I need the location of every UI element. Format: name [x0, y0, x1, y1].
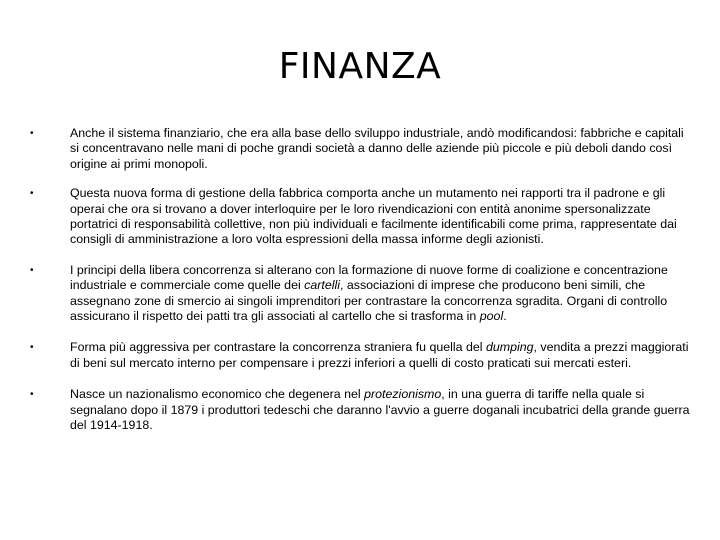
- bullet-text: [70, 186, 690, 248]
- text-segment: , associazioni di imprese che producono beni simili, che assegnano zone di smercio ai singoli imprenditori per contrastare la concorrenza sgradita. Organi di controllo assicurano il rispetto dei patti tra gli associati al cartello che si trasforma in: [70, 278, 668, 324]
- bullet-item: [30, 387, 690, 433]
- bullet-text: [70, 340, 690, 371]
- text-segment: , in una guerra di tariffe nella quale si segnalano dopo il 1879 i produttori tedeschi che daranno l'avvio a guerre doganali incubatrici della grande guerra del 1914-1918.: [70, 387, 690, 433]
- italic-term: protezionismo: [364, 387, 442, 402]
- italic-term: pool: [479, 309, 504, 324]
- bullet-marker: •: [30, 128, 34, 139]
- bullet-text: [70, 387, 690, 433]
- text-segment: .: [503, 309, 507, 324]
- text-segment: , vendita a prezzi maggiorati di beni sul mercato interno per compensare i prezzi inferiori a quelli di costo praticati sui mercati esteri.: [70, 340, 689, 370]
- text-segment: Nasce un nazionalismo economico che degenera nel: [70, 387, 365, 402]
- bullet-marker: •: [30, 342, 34, 354]
- text-segment: Anche il sistema finanziario, che era alla base dello sviluppo industriale, andò modificandosi: fabbriche e capitali si concentravano nelle mani di poche grandi società a danno delle aziende più piccole e più deboli dando così origine ai primi monopoli.: [70, 126, 684, 171]
- text-segment: Forma più aggressiva per contrastare la concorrenza straniera fu quella del: [70, 340, 486, 355]
- bullet-text: [70, 126, 690, 172]
- text-segment: I principi della libera concorrenza si alterano con la formazione di nuove forme di coalizione e concentrazione industriale e commerciale come quelle dei: [70, 262, 668, 293]
- italic-term: dumping: [486, 340, 534, 355]
- bullet-text: [70, 263, 690, 325]
- text-segment: Questa nuova forma di gestione della fabbrica comporta anche un mutamento nei rapporti tra il padrone e gli operai che ora si trovano a dover interloquire per le loro rivendicazioni con entità anonime spersonalizzate portatrici di responsabilità collettive, non più individuali e facilmente identificabili come prima, rappresentate dai consigli di amministrazione a loro volta espressioni della massa informe degli azionisti.: [70, 186, 677, 247]
- bullet-item: [30, 126, 690, 172]
- bullet-list: [30, 126, 690, 448]
- bullet-marker: •: [30, 389, 34, 401]
- bullet-marker: •: [30, 264, 34, 276]
- slide-title: FINANZA: [278, 46, 442, 87]
- bullet-marker: •: [30, 188, 34, 200]
- italic-term: cartelli: [304, 278, 340, 293]
- bullet-item: [30, 186, 690, 248]
- bullet-item: [30, 340, 690, 371]
- bullet-item: [30, 263, 690, 325]
